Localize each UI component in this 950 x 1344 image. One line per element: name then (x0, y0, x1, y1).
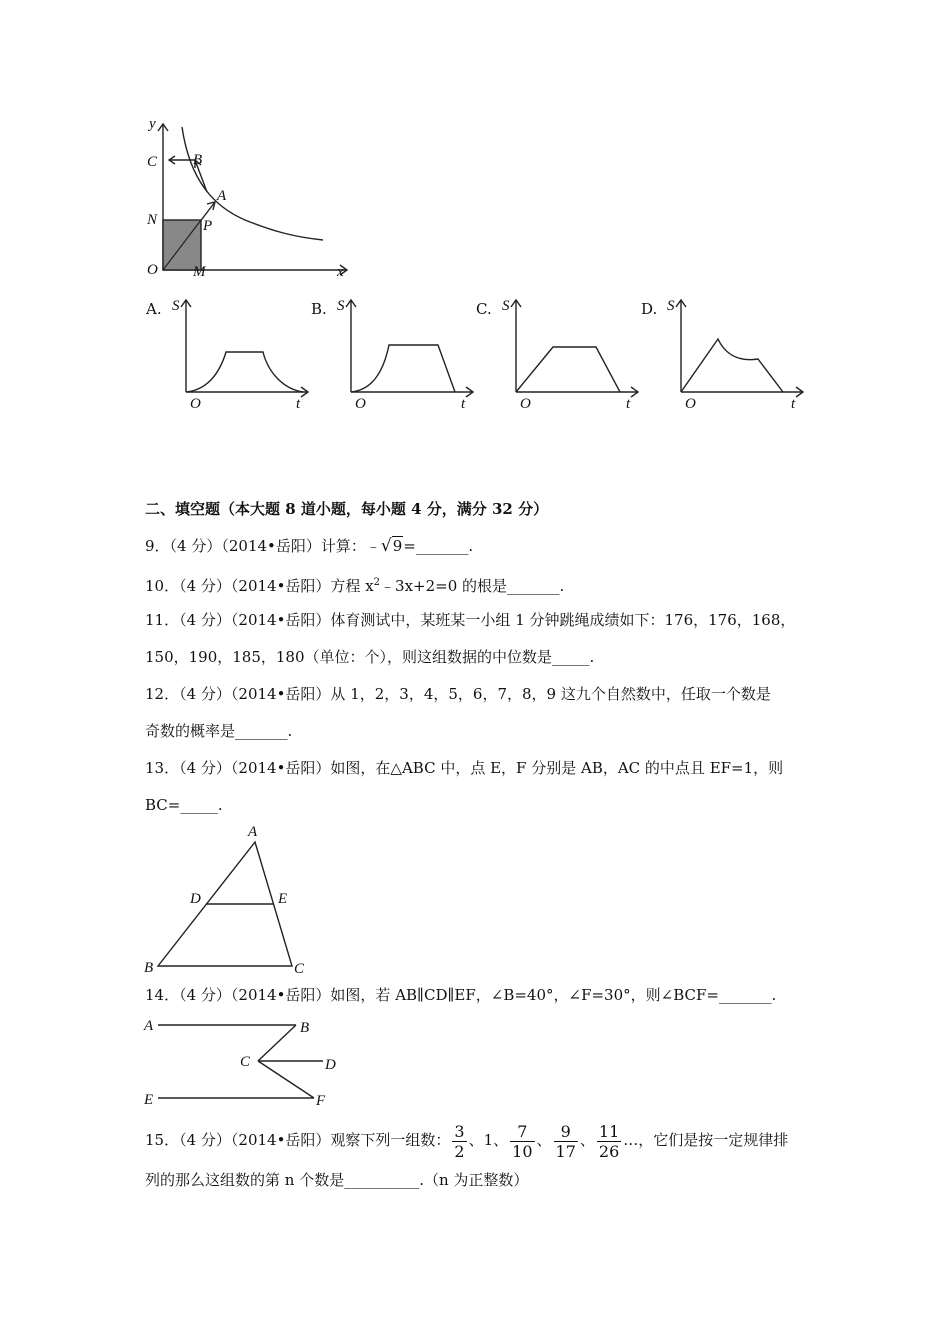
question-15-line2: 列的那么这组数的第 n 个数是__________.（n 为正整数） (145, 1171, 529, 1189)
option-b-O: O (355, 396, 366, 412)
q9-radicand: 9 (392, 537, 403, 555)
q10-exponent: 2 (373, 577, 381, 588)
par-label-E: E (144, 1092, 154, 1108)
label-O: O (147, 262, 158, 278)
label-N: N (147, 212, 158, 228)
tri-label-A: A (248, 824, 258, 840)
tri-label-D: D (190, 891, 201, 907)
option-c-letter[interactable]: C. (476, 300, 492, 318)
label-y: y (149, 116, 156, 132)
option-b-letter[interactable]: B. (311, 300, 327, 318)
question-15-line1 (145, 1120, 788, 1161)
question-11-line2: 150，190，185，180（单位：个），则这组数据的中位数是_____. (145, 648, 595, 666)
option-d-graph[interactable] (663, 292, 813, 412)
frac3-num: 9 (554, 1122, 578, 1142)
frac4-den: 26 (598, 1141, 620, 1161)
fraction-11-26 (597, 1122, 621, 1161)
sqrt-symbol: √ (380, 536, 392, 556)
section-title: 二、填空题（本大题 8 道小题，每小题 4 分，满分 32 分） (145, 500, 549, 518)
figure-hyperbola (135, 112, 365, 284)
q15-prefix: 15．（4 分）（2014•岳阳）观察下列一组数： (145, 1131, 451, 1149)
label-C: C (147, 154, 158, 170)
q15-suffix: …，它们是按一定规律排 (623, 1131, 789, 1149)
frac4-num: 11 (598, 1121, 620, 1141)
option-b-S: S (337, 298, 345, 314)
option-b-graph[interactable] (333, 292, 483, 412)
par-label-F: F (316, 1093, 326, 1109)
frac2-den: 10 (512, 1141, 533, 1161)
figure-triangle (138, 822, 318, 980)
par-label-A: A (144, 1018, 154, 1034)
option-b-t: t (461, 396, 466, 412)
tri-label-E: E (278, 891, 288, 907)
fraction-9-17 (554, 1122, 578, 1161)
label-M: M (193, 264, 206, 280)
q10-suffix: ﹣3x+2=0 的根是_______. (380, 577, 565, 595)
option-a-graph[interactable] (168, 292, 318, 412)
option-c-t: t (626, 396, 631, 412)
option-c-O: O (520, 396, 531, 412)
q9-suffix: =_______. (403, 537, 474, 555)
question-12-line2: 奇数的概率是_______. (145, 722, 293, 740)
label-x: x (337, 264, 344, 280)
option-c-S: S (502, 298, 510, 314)
tri-label-C: C (294, 961, 305, 977)
tri-label-B: B (144, 960, 154, 976)
q10-prefix: 10．（4 分）（2014•岳阳）方程 x (145, 577, 374, 595)
option-d-S: S (667, 298, 675, 314)
option-c-graph[interactable] (498, 292, 648, 412)
question-13-line2: BC=_____. (145, 796, 223, 814)
q9-prefix: 9．（4 分）（2014•岳阳）计算：﹣ (145, 537, 381, 555)
option-d-t: t (791, 396, 796, 412)
option-d-letter[interactable]: D. (641, 300, 658, 318)
figure-parallel-lines (138, 1012, 348, 1112)
frac3-den: 17 (555, 1141, 576, 1161)
question-12-line1: 12．（4 分）（2014•岳阳）从 1，2，3，4，5，6，7，8，9 这九个自然数中，任取一个数是 (145, 685, 771, 703)
option-a-S: S (172, 298, 180, 314)
question-14-line1: 14．（4 分）（2014•岳阳）如图，若 AB∥CD∥EF，∠B=40°，∠F=30°，则∠BCF=_______. (145, 986, 777, 1004)
question-13-line1: 13．（4 分）（2014•岳阳）如图，在△ABC 中，点 E，F 分别是 AB，AC 的中点且 EF=1，则 (145, 759, 784, 777)
q15-sep3: 、 (579, 1131, 595, 1149)
option-d-O: O (685, 396, 696, 412)
par-label-B: B (300, 1020, 310, 1036)
par-label-C: C (240, 1054, 251, 1070)
fraction-3-2 (452, 1122, 466, 1161)
label-B: B (193, 152, 203, 168)
option-a-O: O (190, 396, 201, 412)
frac1-num: 3 (454, 1121, 465, 1141)
par-label-D: D (325, 1057, 336, 1073)
label-P: P (203, 218, 213, 234)
question-10 (145, 573, 564, 596)
q15-sep1: 、1、 (468, 1131, 509, 1149)
option-a-letter[interactable]: A. (146, 300, 162, 318)
frac2-num: 7 (510, 1122, 534, 1142)
question-9 (145, 536, 473, 556)
frac1-den: 2 (454, 1141, 465, 1161)
q15-sep2: 、 (536, 1131, 552, 1149)
fraction-7-10 (510, 1122, 534, 1161)
label-A: A (217, 188, 227, 204)
option-a-t: t (296, 396, 301, 412)
question-11-line1: 11．（4 分）（2014•岳阳）体育测试中，某班某一小组 1 分钟跳绳成绩如下：176，176，168， (145, 611, 796, 629)
